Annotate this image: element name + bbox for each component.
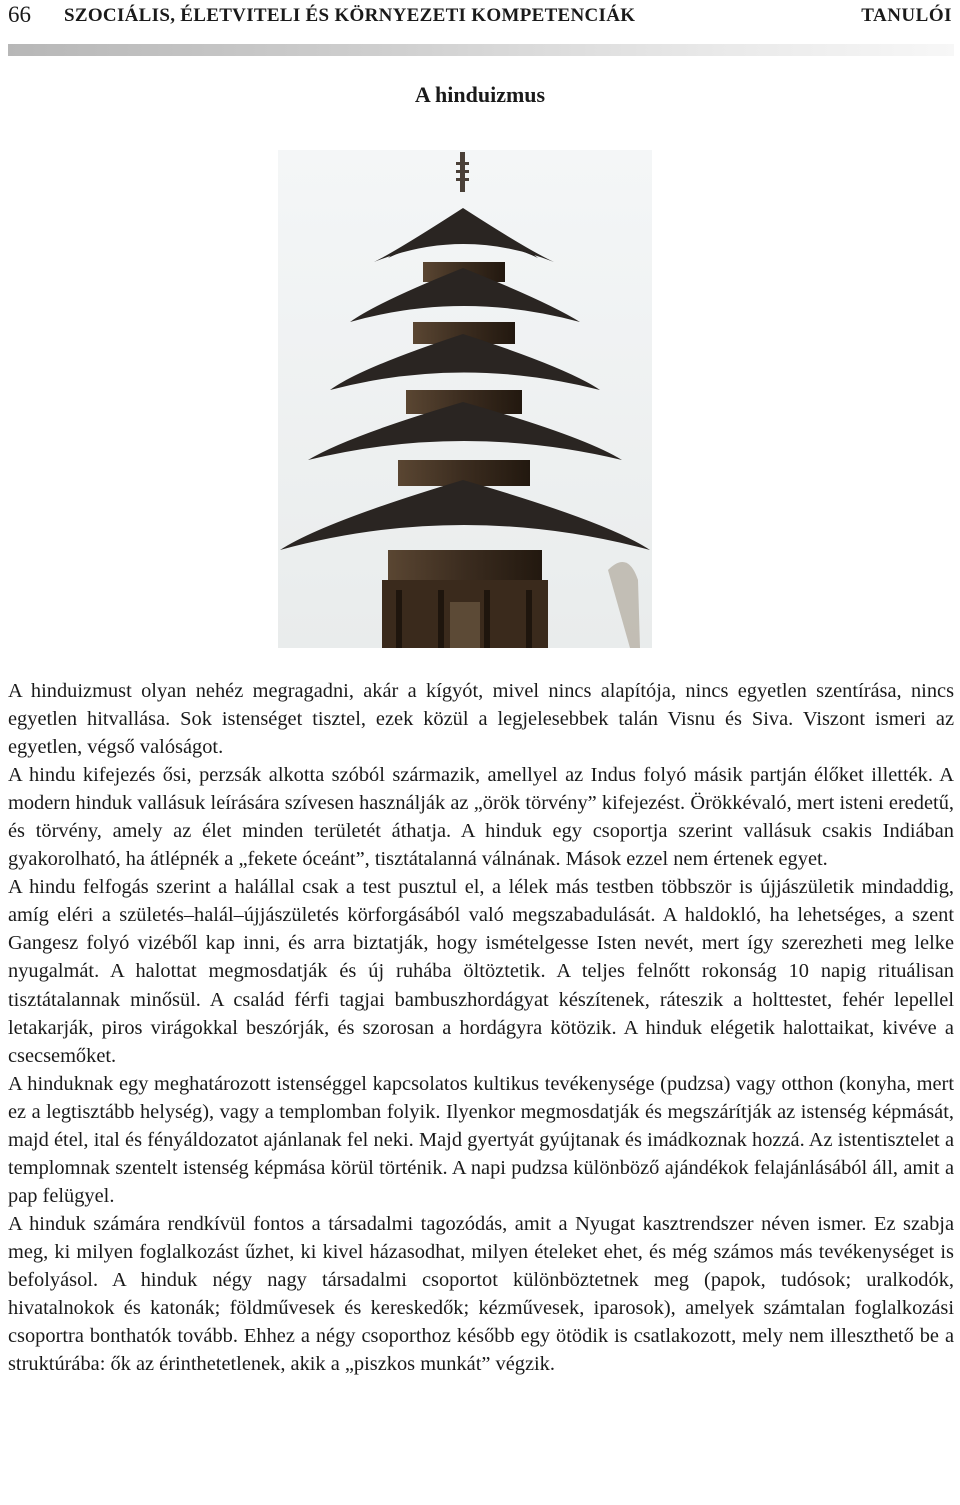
article-title: A hinduizmus [414, 82, 546, 107]
header-rule [8, 44, 954, 56]
article-body [8, 677, 954, 1378]
paragraph: A hinduknak egy meghatározott istenséggel kapcsolatos kultikus tevékenysége (pudzsa) vagy otthon (konyha, mert ez a legtisztább helység), vagy a templomban folyik. Ilyenkor megmosdatják és megszárítják az istenség képmását, majd étel, ital és fényáldozatot ajánlanak fel neki. Majd gyertyát gyújtanak és imádkoznak hozzá. Az istentisztelet a templomnak szentelt istenség képmása körül történik. A napi pudzsa különböző ajándékok felajánlásából áll, amit a pap felügyel. [8, 1072, 954, 1207]
paragraph: A hindu kifejezés ősi, perzsák alkotta szóból származik, amellyel az Indus folyó másik partján élőket illették. A modern hinduk vallásuk leírására szívesen használják az „örök törvény” kifejezést. Örökkévaló, mert isteni eredetű, és törvény, amely az élet minden területét áthatja. A hinduk egy csoportja szerint vallásuk csakis Indiában gyakorolható, ha átlépnék a „fekete óceánt”, tisztátalanná válnának. Mások ezzel nem értenek egyet. [8, 764, 954, 871]
paragraph: A hinduizmust olyan nehéz megragadni, akár a kígyót, mivel nincs alapítója, nincs egyetlen szentírása, nincs egyetlen hitvallása. Sok istenséget tisztel, ezek közül a legjelesebbek talán Visnu és Siva. Viszont ismeri az egyetlen, végső valóságot. [8, 680, 954, 759]
page-number: 66 [8, 2, 31, 27]
chapter-title: SZOCIÁLIS, ÉLETVITELI ÉS KÖRNYEZETI KOMPETENCIÁK [64, 5, 636, 26]
paragraph: A hinduk számára rendkívül fontos a társadalmi tagozódás, amit a Nyugat kasztrendszer néven ismer. Ez szabja meg, ki milyen foglalkozást űzhet, ki kivel házasodhat, milyen ételeket ehet, és még számos más tevékenységet is befolyásol. A hinduk négy nagy társadalmi csoportot különböztetnek meg (papok, tudósok; uralkodók, hivatalnokok és katonák; földművesek és kereskedők; kézművesek, iparosok), amelyek számtalan foglalkozási csoportra bonthatók tovább. Ehhez a négy csoporthoz később egy ötödik is csatlakozott, mely nem illeszthető be a struktúrába: ők az érinthetetlenek, akik a „piszkos munkát” végzik. [8, 1212, 954, 1376]
pagoda-photo [278, 150, 652, 648]
section-tag: TANULÓI [861, 5, 952, 26]
page-header [0, 0, 960, 32]
paragraph: A hindu felfogás szerint a halállal csak a test pusztul el, a lélek más testben többször is újjászületik mindaddig, amíg eléri a születés–halál–újjászületés körforgásából való megszabadulását. A haldokló, ha lehetséges, a szent Gangesz folyó vizéből kap inni, és arra biztatják, hogy ismételgesse Isten nevét, mert így szerezheti meg lelke nyugalmát. A halottat megmosdatják és új ruhába öltöztetik. A teljes felnőtt rokonság 10 napig rituálisan tisztátalannak minősül. A család férfi tagjai bambuszhordágyat készítenek, ráteszik a holttestet, fehér lepellel letakarják, piros virágokkal beszórják, és szorosan a hordágyra kötözik. A hinduk elégetik halottaikat, kivéve a csecsemőket. [8, 876, 954, 1067]
